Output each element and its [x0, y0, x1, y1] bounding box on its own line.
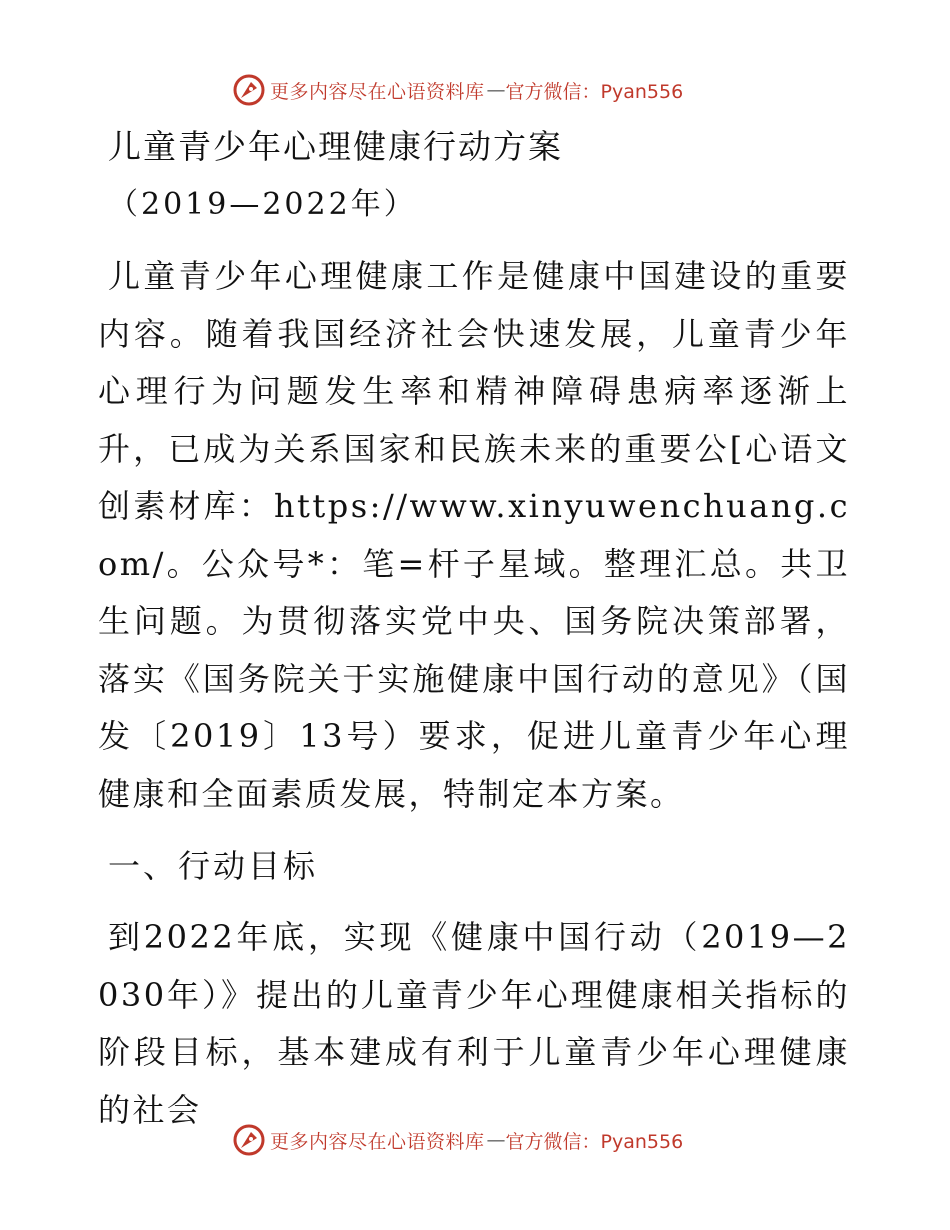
footer-banner — [232, 1121, 683, 1159]
document-body — [98, 118, 850, 1153]
intro-paragraph: 儿童青少年心理健康工作是健康中国建设的重要内容。随着我国经济社会快速发展，儿童青少年心理行为问题发生率和精神障碍患病率逐渐上升，已成为关系国家和民族未来的重要公[心语文创素材库：https://www.xinyuwenchuang.com/。公众号*：笔=杆子星域。整理汇总。共卫生问题。为贯彻落实党中央、国务院决策部署，落实《国务院关于实施健康中国行动的意见》（国发〔2019〕13号）要求，促进儿童青少年心理健康和全面素质发展，特制定本方案。 — [98, 257, 850, 813]
banner-separator: — — [486, 1129, 506, 1151]
document-subtitle: （2019—2022年） — [108, 187, 417, 222]
banner-separator: — — [486, 79, 506, 101]
pen-nib-icon — [232, 1123, 266, 1157]
goals-paragraph: 到2022年底，实现《健康中国行动（2019—2030年）》提出的儿童青少年心理健康相关指标的阶段目标，基本建成有利于儿童青少年心理健康的社会 — [98, 918, 850, 1129]
banner-text: 更多内容尽在心语资料库 — [270, 80, 485, 103]
pen-nib-icon — [232, 73, 266, 107]
section-heading-goals: 一、行动目标 — [108, 847, 319, 885]
banner-wechat: 官方微信：Pyan556 — [505, 1130, 684, 1153]
document-title: 儿童青少年心理健康行动方案 — [108, 127, 563, 166]
header-banner — [232, 71, 683, 109]
banner-text: 更多内容尽在心语资料库 — [270, 1130, 485, 1153]
banner-wechat: 官方微信：Pyan556 — [505, 80, 684, 103]
